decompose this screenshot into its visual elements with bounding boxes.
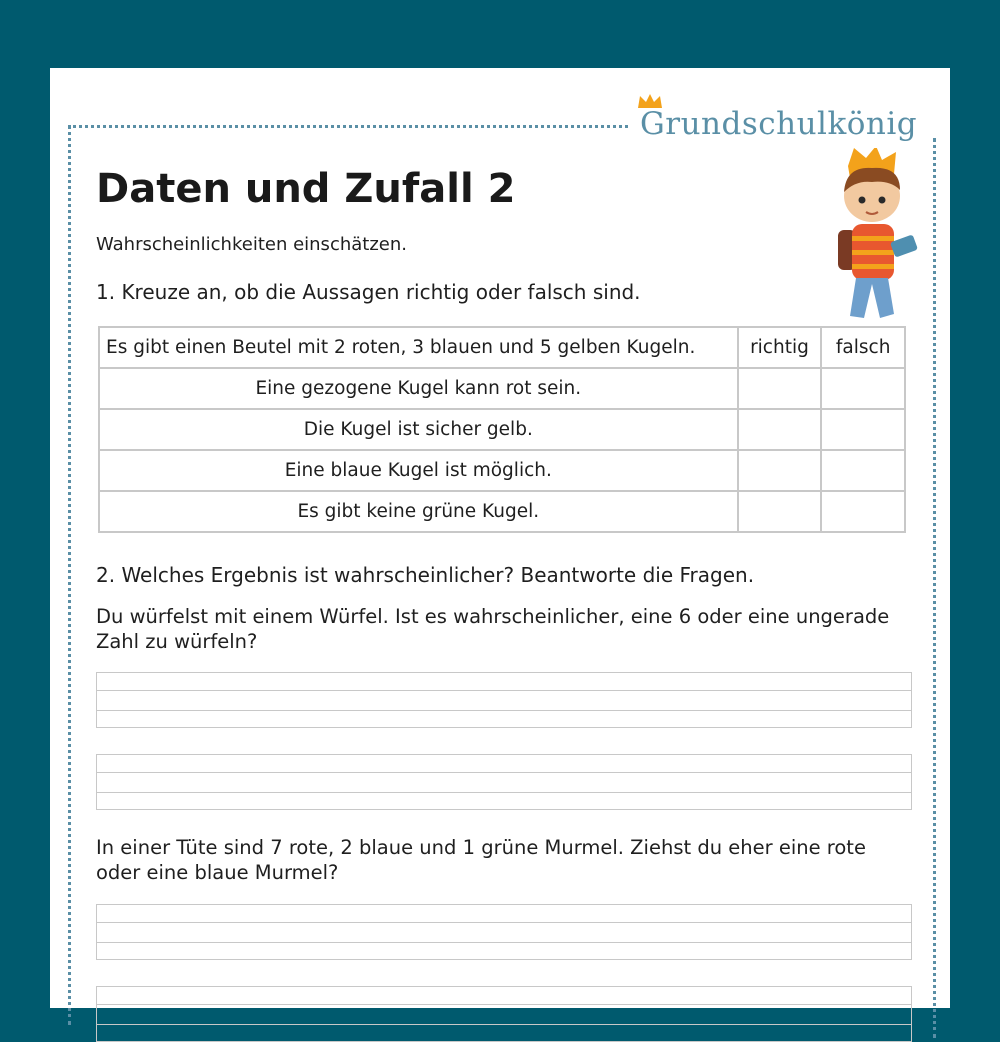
answer-lines[interactable] [96, 672, 912, 728]
statement-cell: Eine blaue Kugel ist möglich. [99, 450, 738, 491]
page-title: Daten und Zufall 2 [96, 166, 516, 212]
table-row [99, 368, 905, 409]
answer-lines[interactable] [96, 904, 912, 960]
dotted-border-top [68, 125, 628, 128]
answer-lines[interactable] [96, 754, 912, 810]
falsch-checkbox[interactable] [821, 409, 905, 450]
table-header-statement: Es gibt einen Beutel mit 2 roten, 3 blauen und 5 gelben Kugeln. [99, 327, 738, 368]
question-1: Du würfelst mit einem Würfel. Ist es wahrscheinlicher, eine 6 oder eine ungerade Zahl zu würfeln? [96, 605, 890, 653]
task1-instruction: 1. Kreuze an, ob die Aussagen richtig oder falsch sind. [96, 280, 641, 304]
task2-instruction: 2. Welches Ergebnis ist wahrscheinlicher? Beantworte die Fragen. [96, 563, 755, 587]
boy-with-crown-illustration [820, 148, 930, 328]
statement-cell: Eine gezogene Kugel kann rot sein. [99, 368, 738, 409]
worksheet [50, 68, 950, 1008]
richtig-checkbox[interactable] [738, 409, 822, 450]
falsch-checkbox[interactable] [821, 450, 905, 491]
dotted-border-right [933, 138, 936, 1038]
page-subtitle: Wahrscheinlichkeiten einschätzen. [96, 234, 407, 255]
table-header-falsch: falsch [821, 327, 905, 368]
statement-cell: Es gibt keine grüne Kugel. [99, 491, 738, 532]
table-header-richtig: richtig [738, 327, 822, 368]
statement-cell: Die Kugel ist sicher gelb. [99, 409, 738, 450]
falsch-checkbox[interactable] [821, 491, 905, 532]
answer-lines[interactable] [96, 986, 912, 1042]
question-2: In einer Tüte sind 7 rote, 2 blaue und 1 grüne Murmel. Ziehst du eher eine rote oder eine blaue Murmel? [96, 836, 866, 884]
table-header-row [99, 327, 905, 368]
richtig-checkbox[interactable] [738, 368, 822, 409]
brand-logo: Grundschulkönig [640, 106, 918, 142]
richtig-checkbox[interactable] [738, 491, 822, 532]
richtig-checkbox[interactable] [738, 450, 822, 491]
falsch-checkbox[interactable] [821, 368, 905, 409]
table-row [99, 450, 905, 491]
table-row [99, 409, 905, 450]
table-row [99, 491, 905, 532]
dotted-border-left [68, 125, 71, 1025]
true-false-table [98, 326, 906, 533]
